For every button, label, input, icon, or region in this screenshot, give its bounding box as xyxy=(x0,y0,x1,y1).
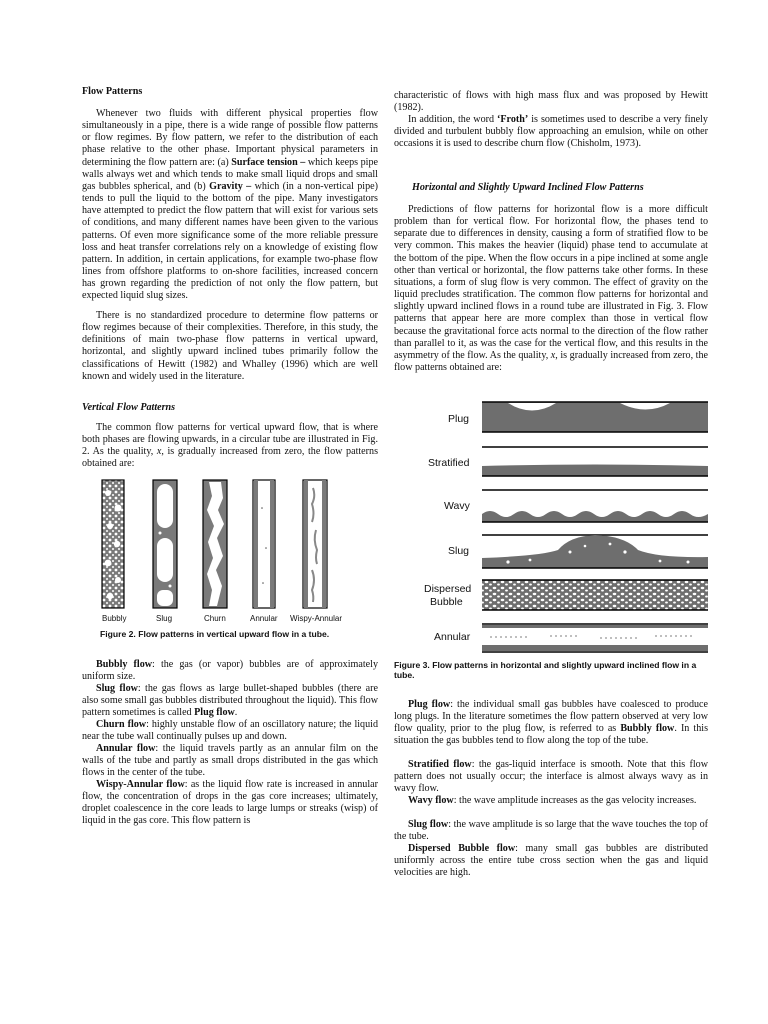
wavy-tube xyxy=(482,490,708,522)
stratified-tube xyxy=(482,447,708,476)
definition-annular: Annular flow: the liquid travels partly as an annular film on the walls of the tube and partly as small drops distributed in the gas which flows in the center of the tube. xyxy=(82,743,378,779)
definition-slug-horizontal: Slug flow: the wave amplitude is so large that the wave touches the top of the tube. xyxy=(394,819,708,843)
fig2-label-annular: Annular xyxy=(250,614,278,623)
fig3-label-annular: Annular xyxy=(434,631,471,643)
fig3-label-wavy: Wavy xyxy=(444,500,470,512)
slug-tube xyxy=(153,480,177,608)
definition-slug: Slug flow: the gas flows as large bullet-shaped bubbles (there are also some small gas bubbles distributed throughout the liquid). This flow pattern sometimes is called Plug flow. xyxy=(82,683,378,719)
paragraph-flow-patterns-intro: Whenever two fluids with different physical properties flow simultaneously in a pipe, there is a wide range of possible flow patterns or flow regimes. By flow pattern, we refer to the distribution of each phase relative to the other phase. Important physical parameters in determining the flow pattern are: (a) Surface tension – which keeps pipe walls always wet and which tends to make small liquid drops and small gas bubbles spherical, and (b) Gravity – which (in a non-vertical pipe) tends to pull the liquid to the bottom of the pipe. Many investigators have attempted to predict the flow pattern that will exist for various sets of conditions, and many different names have been given to the various patterns. Of even more significance some of the more reliable pressure loss and heat transfer correlations rely on a knowledge of existing flow pattern. In addition, in certain applications, for example two-phase flow lines from offshore platforms to on-shore facilities, increased concern has grown regarding the prediction of not only the flow pattern, but expected liquid slug sizes. xyxy=(82,108,378,302)
definition-bubbly: Bubbly flow: the gas (or vapor) bubbles are of approximately uniform size. xyxy=(82,659,378,683)
figure-2-vertical-flow xyxy=(96,478,366,628)
fig2-label-wispy-annular: Wispy-Annular xyxy=(290,614,343,623)
wispy-annular-tube xyxy=(303,480,327,608)
dispersed-bubble-tube xyxy=(482,580,708,610)
figure-3-illustration xyxy=(420,400,710,655)
definition-plug: Plug flow: the individual small gas bubbles have coalesced to produce long plugs. In the literature sometimes the flow pattern observed at very low flow quality, prior to the plug flow, is referred to as Bubbly flow. In this situation the gas bubbles tend to flow along the top of the tube. xyxy=(394,699,709,747)
paragraph-wispy-continued: characteristic of flows with high mass flux and was proposed by Hewitt (1982). xyxy=(394,90,708,114)
definition-wispy-annular: Wispy-Annular flow: as the liquid flow rate is increased in annular flow, the concentration of drops in the gas core increases; ultimately, droplet coalescence in the core leads to large lumps or streaks (wisp) of liquid in the gas core. This flow pattern is xyxy=(82,779,378,827)
figure-3-horizontal-flow xyxy=(420,400,710,655)
paragraph-vertical-intro: The common flow patterns for vertical upward flow, that is where both phases are flowing upwards, in a circular tube are illustrated in Fig. 2. As the quality, x, is gradually increased from zero, the flow patterns obtained are: xyxy=(82,422,378,470)
fig3-label-dispersed: Dispersed xyxy=(424,583,472,595)
definition-churn: Churn flow: highly unstable flow of an oscillatory nature; the liquid near the tube wall continually pulses up and down. xyxy=(82,719,379,743)
fig3-label-plug: Plug xyxy=(448,413,470,425)
fig2-label-bubbly: Bubbly xyxy=(102,614,127,623)
fig2-label-churn: Churn xyxy=(204,614,226,623)
paragraph-horizontal-intro: Predictions of flow patterns for horizontal flow is a more difficult problem than for vertical flow. For horizontal flow, the phases tend to separate due to differences in density, causing a form of stratified flow to be very common. This makes the heavier (liquid) phase tend to accumulate at the bottom of the pipe. When the flow occurs in a pipe inclined at some angle other than vertical or horizontal, the flow patterns take other forms. In these situations, a form of slug flow is very common. The effect of gravity on the liquid precludes stratification. The common flow patterns for horizontal and slightly upward inclined flows in a round tube are illustrated in Fig. 3. Flow patterns that appear here are more complex than those in vertical flow because the gravitational force acts normal to the direction of the flow rather than parallel to it, as was the case for the vertical flow, and this results in the asymmetry of the flow. As the quality, x, is gradually increased from zero, the flow patterns obtained are: xyxy=(394,204,708,374)
figure-2-illustration xyxy=(96,478,366,628)
annular-horizontal-tube xyxy=(482,624,708,652)
annular-tube xyxy=(253,480,275,608)
definition-wavy: Wavy flow: the wave amplitude increases as the gas velocity increases. xyxy=(408,795,697,806)
figure-3-caption: Figure 3. Flow patterns in horizontal and slightly upward inclined flow in a tube. xyxy=(394,660,697,680)
fig3-label-bubble: Bubble xyxy=(430,596,463,608)
paragraph-froth: In addition, the word ‘Froth’ is sometimes used to describe a very finely divided and turbulent bubbly flow approaching an emulsion, while on other occasions it is used to describe churn flow (Chisholm, 1973). xyxy=(394,114,708,150)
definition-stratified: Stratified flow: the gas-liquid interface is smooth. Note that this flow pattern does not usually occur; the interface is almost always wavy as in wavy flow. xyxy=(394,759,709,795)
fig3-label-stratified: Stratified xyxy=(428,457,470,469)
churn-tube xyxy=(203,480,227,608)
section-heading-vertical: Vertical Flow Patterns xyxy=(82,402,176,413)
paragraph-standardized-procedure: There is no standardized procedure to determine flow patterns or flow regimes because of their complexities. Therefore, in this study, the definitions of main two-phase flow patterns in vertical upward, horizontal, and slightly upward inclined tubes primarily follow the classifications of Hewitt (1982) and Whalley (1996) which are well known and widely used in the literature. xyxy=(82,310,378,382)
fig2-label-slug: Slug xyxy=(156,614,173,623)
slug-horizontal-tube xyxy=(482,535,708,568)
fig3-label-slug: Slug xyxy=(448,545,470,557)
bubbly-tube xyxy=(102,480,124,608)
section-heading-horizontal: Horizontal and Slightly Upward Inclined Flow Patterns xyxy=(412,182,644,193)
figure-2-caption: Figure 2. Flow patterns in vertical upward flow in a tube. xyxy=(100,629,330,639)
definition-dispersed-bubble: Dispersed Bubble flow: many small gas bubbles are distributed uniformly across the entire tube cross section when the gas and liquid velocities are high. xyxy=(394,843,708,879)
plug-tube xyxy=(482,402,708,432)
section-heading-flow-patterns: Flow Patterns xyxy=(82,86,143,97)
